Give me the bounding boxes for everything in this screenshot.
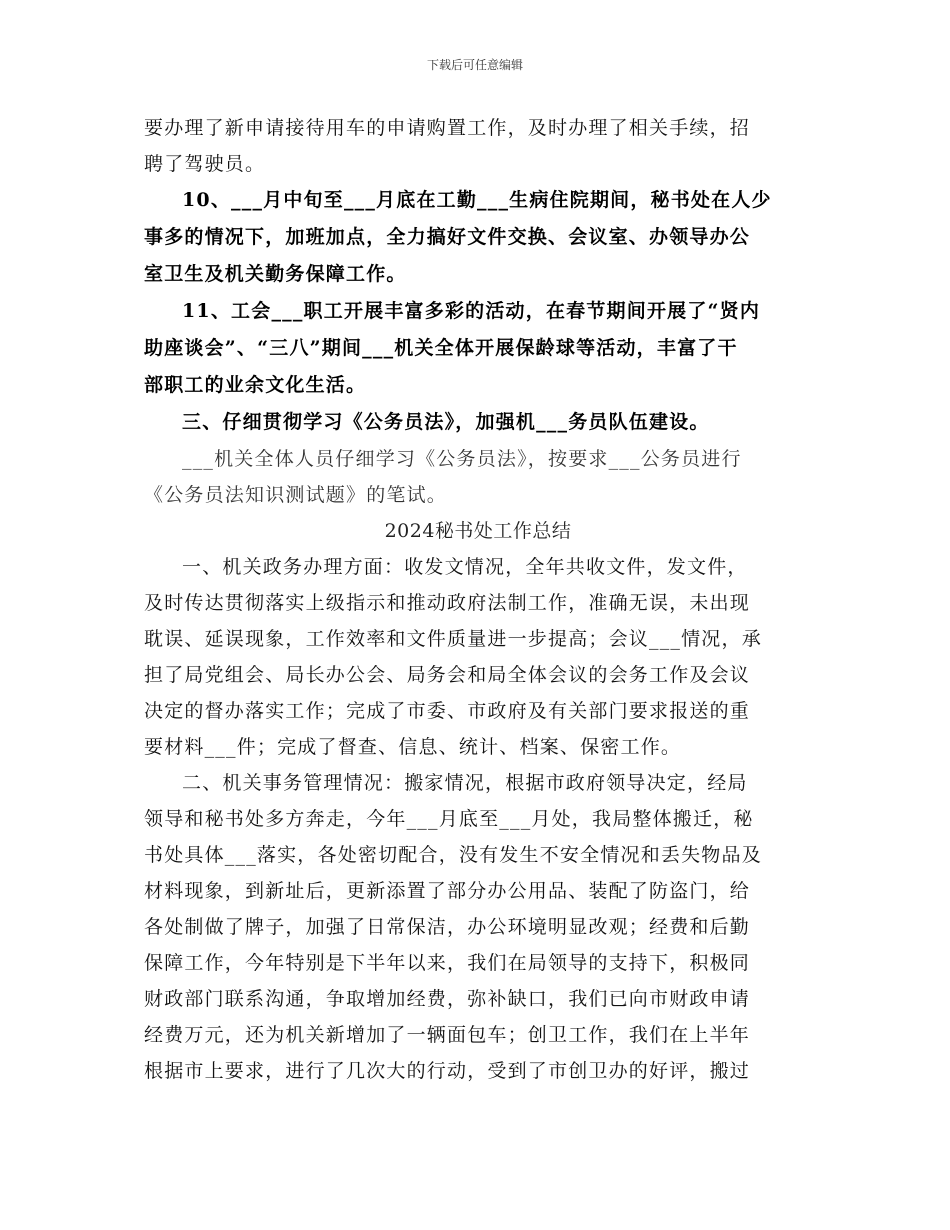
body-line: 财政部门联系沟通，争取增加经费，弥补缺口，我们已向市财政申请	[144, 988, 751, 1010]
body-line: 根据市上要求，进行了几次大的行动，受到了市创卫办的好评，搬过	[144, 1060, 751, 1082]
body-line: 领导和秘书处多方奔走，今年___月底至___月处，我局整体搬迁，秘	[144, 808, 754, 830]
body-line: 要办理了新申请接待用车的申请购置工作，及时办理了相关手续，招	[144, 117, 751, 139]
body-line: 一、机关政务办理方面：收发文情况，全年共收文件，发文件，	[182, 556, 748, 578]
bold-paragraph-line: 事多的情况下，加班加点，全力搞好文件交换、会议室、办领导办公	[144, 226, 751, 248]
document-title: 2024秘书处工作总结	[384, 520, 572, 542]
body-line: 担了局党组会、局长办公会、局务会和局全体会议的会务工作及会议	[144, 664, 751, 686]
page-header: 下载后可任意编辑	[426, 58, 523, 72]
bold-paragraph-line: 室卫生及机关勤务保障工作。	[144, 263, 407, 285]
body-line: 书处具体___落实，各处密切配合，没有发生不安全情况和丢失物品及	[144, 844, 762, 866]
body-line: 及时传达贯彻落实上级指示和推动政府法制工作，准确无误，未出现	[144, 592, 751, 614]
body-line: 决定的督办落实工作；完成了市委、市政府及有关部门要求报送的重	[144, 700, 751, 722]
body-line: 聘了驾驶员。	[144, 153, 266, 175]
body-line: 要材料___件；完成了督查、信息、统计、档案、保密工作。	[144, 736, 682, 758]
bold-paragraph-line: 10、___月中旬至___月底在工勤___生病住院期间，秘书处在人少	[182, 189, 772, 211]
document-body	[144, 110, 812, 1089]
bold-paragraph-line: 部职工的业余文化生活。	[144, 374, 367, 396]
body-line: 耽误、延误现象，工作效率和文件质量进一步提高；会议___情况，承	[144, 628, 762, 650]
body-line: 《公务员法知识测试题》的笔试。	[144, 484, 448, 506]
body-line: 二、机关事务管理情况：搬家情况，根据市政府领导决定，经局	[182, 772, 748, 794]
body-line: 保障工作，今年特别是下半年以来，我们在局领导的支持下，积极同	[144, 952, 751, 974]
body-line: 各处制做了牌子，加强了日常保洁，办公环境明显改观；经费和后勤	[144, 916, 751, 938]
body-line: 经费万元，还为机关新增加了一辆面包车；创卫工作，我们在上半年	[144, 1024, 751, 1046]
body-line: 材料现象，到新址后，更新添置了部分办公用品、装配了防盗门，给	[144, 880, 751, 902]
body-line: ___机关全体人员仔细学习《公务员法》，按要求___公务员进行	[182, 448, 742, 470]
bold-paragraph-line: 11、工会___职工开展丰富多彩的活动，在春节期间开展了“贤内	[182, 300, 761, 322]
bold-paragraph-line: 助座谈会”、“三八”期间___机关全体开展保龄球等活动，丰富了干	[144, 337, 738, 359]
section-heading: 三、仔细贯彻学习《公务员法》，加强机___务员队伍建设。	[182, 411, 710, 433]
